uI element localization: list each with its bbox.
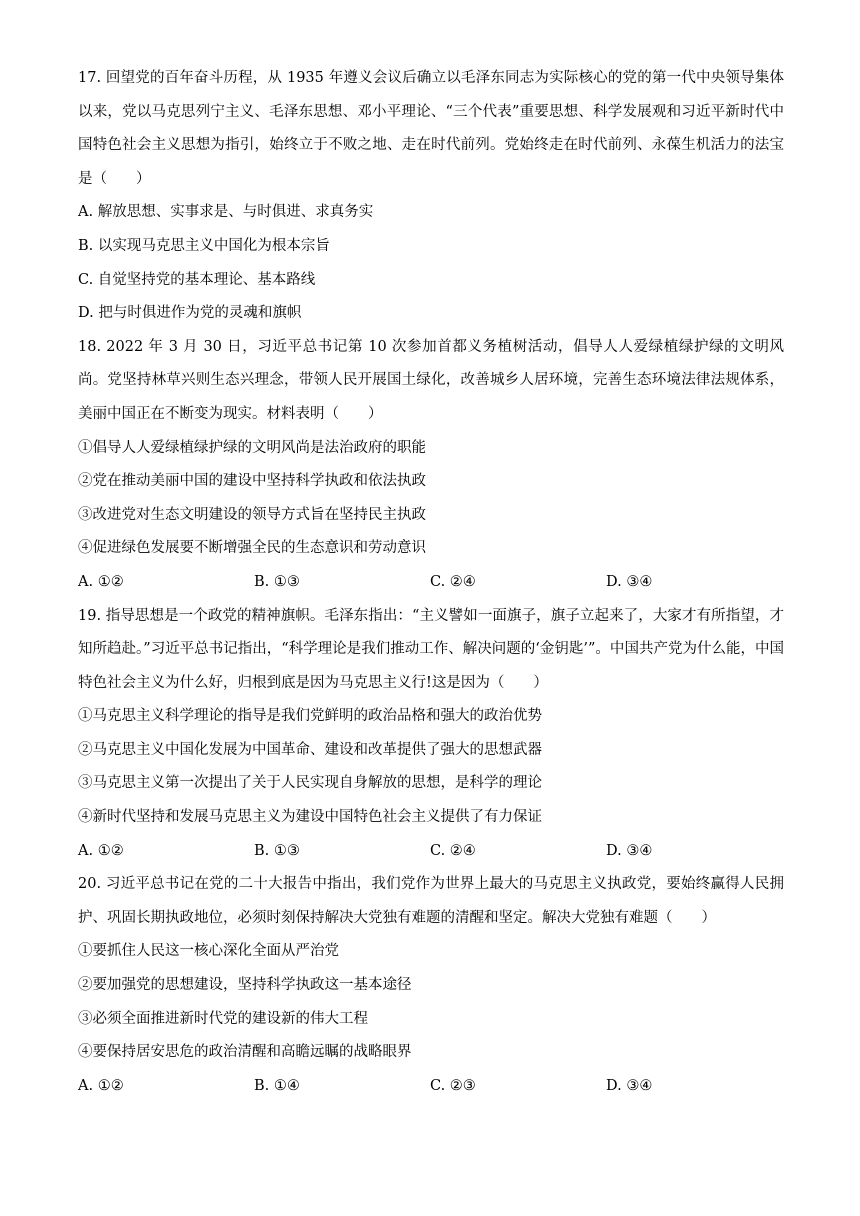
answer-b: B. ①③ <box>254 573 300 590</box>
option-b: B. 以实现马克思主义中国化为根本宗旨 <box>78 237 330 254</box>
statement-1: ①要抓住人民这一核心深化全面从严治党 <box>78 943 339 960</box>
statement-2: ②要加强党的思想建设，坚持科学执政这一基本途径 <box>78 977 412 994</box>
question-stem: 20. 习近平总书记在党的二十大报告中指出，我们党作为世界上最大的马克思主义执政党，要始终赢得人民拥护、巩固长期执政地位，必须时刻保持解决大党独有难题的清醒和坚定。解决大党独有难题（ ） <box>78 876 784 926</box>
answer-b: B. ①③ <box>254 842 300 859</box>
answer-a: A. ①② <box>78 573 124 590</box>
answer-choices <box>78 1070 784 1104</box>
answer-d: D. ③④ <box>606 573 653 590</box>
statement-4: ④要保持居安思危的政治清醒和高瞻远瞩的战略眼界 <box>78 1044 412 1061</box>
question-18 <box>78 331 784 600</box>
option-d: D. 把与时俱进作为党的灵魂和旗帜 <box>78 305 302 322</box>
question-20 <box>78 868 784 1103</box>
answer-c: C. ②④ <box>430 573 476 590</box>
answer-choices <box>78 835 784 869</box>
question-stem: 19. 指导思想是一个政党的精神旗帜。毛泽东指出：“主义譬如一面旗子，旗子立起来了，大家才有所指望，才知所趋赴。”习近平总书记指出，“科学理论是我们推动工作、解决问题的‘金钥匙’”。中国共产党为什么能，中国特色社会主义为什么好，归根到底是因为马克思主义行!这是因为（ ） <box>78 607 784 691</box>
option-a: A. 解放思想、实事求是、与时俱进、求真务实 <box>78 204 374 221</box>
statement-2: ②马克思主义中国化发展为中国革命、建设和改革提供了强大的思想武器 <box>78 741 542 758</box>
answer-c: C. ②④ <box>430 842 476 859</box>
statement-1: ①马克思主义科学理论的指导是我们党鲜明的政治品格和强大的政治优势 <box>78 708 542 725</box>
statement-3: ③马克思主义第一次提出了关于人民实现自身解放的思想，是科学的理论 <box>78 775 542 792</box>
answer-b: B. ①④ <box>254 1077 300 1094</box>
statement-2: ②党在推动美丽中国的建设中坚持科学执政和依法执政 <box>78 473 426 490</box>
question-17 <box>78 62 784 331</box>
statement-4: ④促进绿色发展要不断增强全民的生态意识和劳动意识 <box>78 540 426 557</box>
answer-choices <box>78 566 784 600</box>
answer-a: A. ①② <box>78 842 124 859</box>
answer-a: A. ①② <box>78 1077 124 1094</box>
question-stem: 18. 2022 年 3 月 30 日，习近平总书记第 10 次参加首都义务植树活动，倡导人人爱绿植绿护绿的文明风尚。党坚持林草兴则生态兴理念，带领人民开展国土绿化，改善城乡人居环境，完善生态环境法律法规体系，美丽中国正在不断变为现实。材料表明（ ） <box>78 338 784 422</box>
answer-d: D. ③④ <box>606 1077 653 1094</box>
answer-d: D. ③④ <box>606 842 653 859</box>
option-c: C. 自觉坚持党的基本理论、基本路线 <box>78 271 316 288</box>
exam-page <box>78 62 784 1103</box>
statement-3: ③必须全面推进新时代党的建设新的伟大工程 <box>78 1010 368 1027</box>
answer-c: C. ②③ <box>430 1077 476 1094</box>
question-19 <box>78 600 784 869</box>
question-stem: 17. 回望党的百年奋斗历程，从 1935 年遵义会议后确立以毛泽东同志为实际核心的党的第一代中央领导集体以来，党以马克思列宁主义、毛泽东思想、邓小平理论、“三个代表”重要思想、科学发展观和习近平新时代中国特色社会主义思想为指引，始终立于不败之地、走在时代前列。党始终走在时代前列、永葆生机活力的法宝是（ ） <box>78 70 784 187</box>
statement-3: ③改进党对生态文明建设的领导方式旨在坚持民主执政 <box>78 506 426 523</box>
statement-4: ④新时代坚持和发展马克思主义为建设中国特色社会主义提供了有力保证 <box>78 809 542 826</box>
statement-1: ①倡导人人爱绿植绿护绿的文明风尚是法治政府的职能 <box>78 439 426 456</box>
